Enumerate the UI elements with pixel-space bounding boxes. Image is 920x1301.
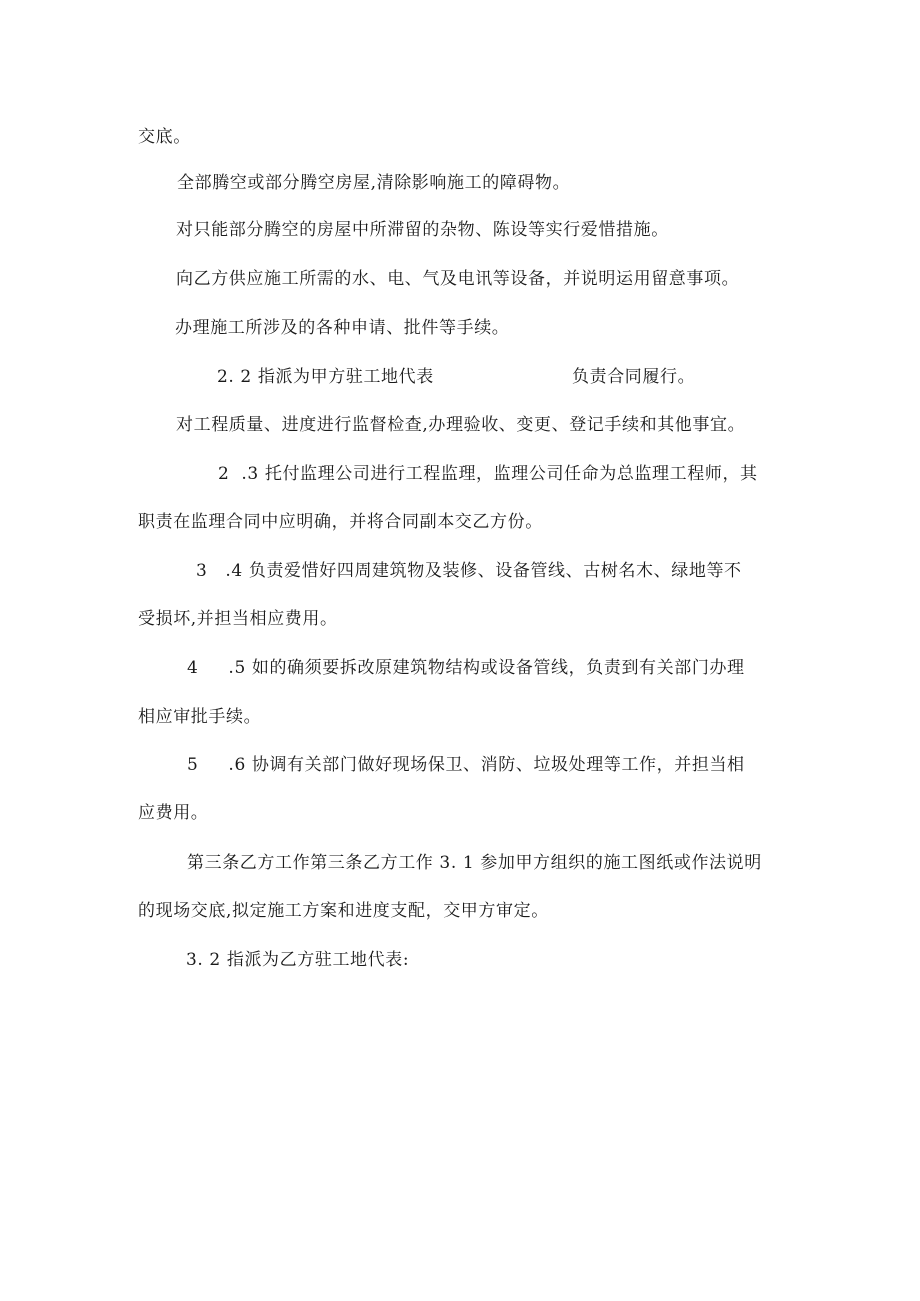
text-line: 对只能部分腾空的房屋中所滞留的杂物、陈设等实行爱惜措施。 bbox=[176, 220, 669, 240]
text-line: 向乙方供应施工所需的水、电、气及电讯等设备，并说明运用留意事项。 bbox=[176, 269, 740, 289]
text-line: 3 .4 负责爱惜好四周建筑物及装修、设备管线、古树名木、绿地等不 bbox=[196, 561, 742, 581]
text-line: 全部腾空或部分腾空房屋,清除影响施工的障碍物。 bbox=[177, 173, 571, 193]
text-line: 交底。 bbox=[138, 127, 191, 147]
text-line: 职责在监理合同中应明确，并将合同副本交乙方份。 bbox=[138, 512, 543, 532]
text-line: 的现场交底,拟定施工方案和进度支配，交甲方审定。 bbox=[138, 901, 549, 921]
text-line: 应费用。 bbox=[138, 803, 209, 823]
text-line: 3. 2 指派为乙方驻工地代表: bbox=[186, 950, 410, 970]
text-line: 5 .6 协调有关部门做好现场保卫、消防、垃圾处理等工作，并担当相 bbox=[187, 755, 745, 775]
text-line: 受损坏,并担当相应费用。 bbox=[138, 609, 338, 629]
text-line: 第三条乙方工作第三条乙方工作 3. 1 参加甲方组织的施工图纸或作法说明 bbox=[187, 853, 762, 873]
text-line: 2 .3 托付监理公司进行工程监理，监理公司任命为总监理工程师，其 bbox=[218, 464, 758, 484]
text-line: 对工程质量、进度进行监督检查,办理验收、变更、登记手续和其他事宜。 bbox=[176, 415, 746, 435]
text-line: 办理施工所涉及的各种申请、批件等手续。 bbox=[175, 318, 510, 338]
text-line: 相应审批手续。 bbox=[138, 707, 262, 727]
text-line: 4 .5 如的确须要拆改原建筑物结构或设备管线，负责到有关部门办理 bbox=[187, 658, 745, 678]
text-line: 负责合同履行。 bbox=[572, 367, 696, 387]
text-line: 2. 2 指派为甲方驻工地代表 bbox=[217, 367, 434, 387]
